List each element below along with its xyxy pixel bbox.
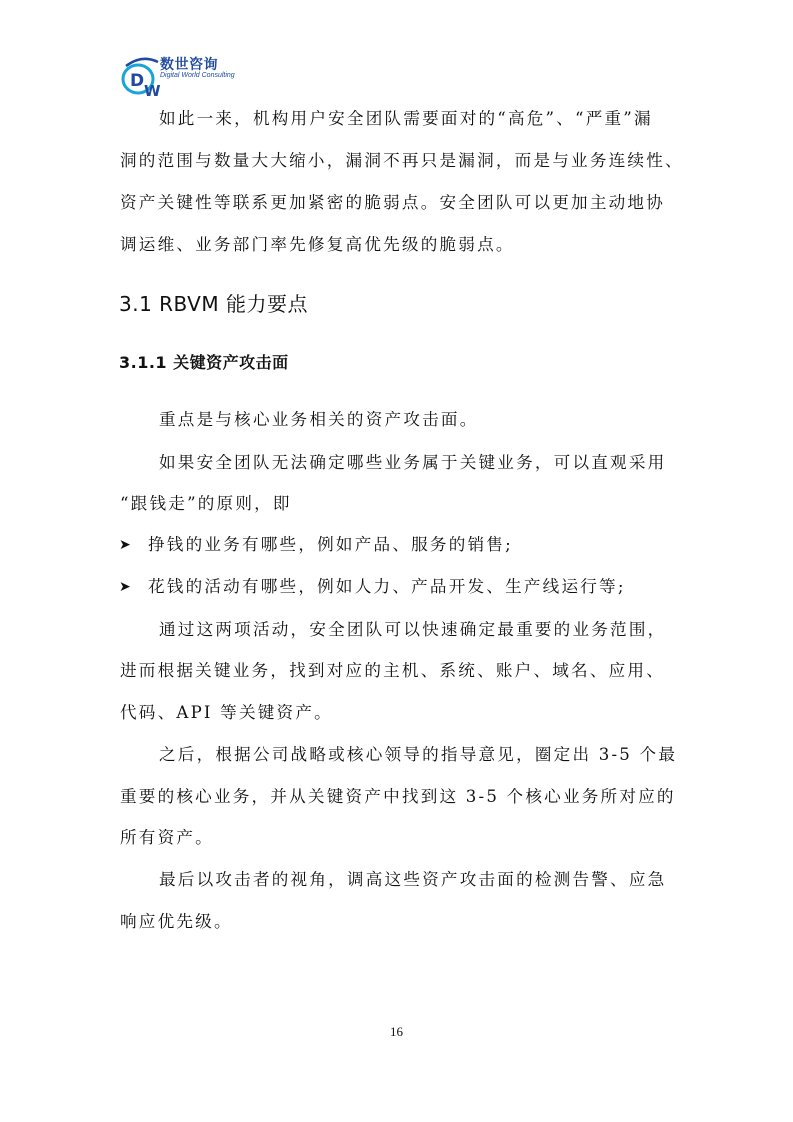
paragraph-line: 调运维、业务部门率先修复高优先级的脆弱点。 <box>120 235 515 254</box>
paragraph-line: 如果安全团队无法确定哪些业务属于关键业务，可以直观采用 <box>159 453 667 472</box>
subsection-title: 3.1.1 关键资产攻击面 <box>119 353 289 372</box>
paragraph-line: 重点是与核心业务相关的资产攻击面。 <box>159 410 479 429</box>
paragraph-line: 最后以攻击者的视角，调高这些资产攻击面的检测告警、应急 <box>159 870 667 889</box>
paragraph-line: 通过这两项活动，安全团队可以快速确定最重要的业务范围， <box>159 620 667 639</box>
company-logo <box>120 52 240 98</box>
page-number: 16 <box>390 1024 403 1039</box>
paragraph-line: 之后，根据公司战略或核心领导的指导意见，圈定出 3-5 个最 <box>159 745 678 764</box>
list-item: 挣钱的业务有哪些，例如产品、服务的销售; <box>148 535 513 554</box>
bullet-arrow-icon: ➤ <box>119 537 131 553</box>
paragraph-line: 代码、API 等关键资产。 <box>120 703 333 722</box>
section-title: 3.1 RBVM 能力要点 <box>119 292 308 316</box>
paragraph-line: 重要的核心业务，并从关键资产中找到这 3-5 个核心业务所对应的 <box>120 787 676 806</box>
paragraph-line: “跟钱走”的原则，即 <box>120 494 292 513</box>
paragraph-line: 资产关键性等联系更加紧密的脆弱点。安全团队可以更加主动地协 <box>120 193 666 212</box>
logo-chinese-name: 数世咨询 <box>160 57 218 73</box>
bullet-arrow-icon: ➤ <box>119 579 131 595</box>
list-item: 花钱的活动有哪些，例如人力、产品开发、生产线运行等; <box>148 577 626 596</box>
paragraph-line: 进而根据关键业务，找到对应的主机、系统、账户、域名、应用、 <box>120 661 666 680</box>
paragraph-line: 响应优先级。 <box>120 912 233 931</box>
paragraph-line: 如此一来，机构用户安全团队需要面对的“高危”、“严重”漏 <box>159 109 653 128</box>
paragraph-line: 洞的范围与数量大大缩小，漏洞不再只是漏洞，而是与业务连续性、 <box>120 151 684 170</box>
svg-text:D: D <box>130 71 145 91</box>
logo-mark-icon <box>120 52 164 98</box>
svg-text:W: W <box>144 82 161 98</box>
logo-english-name: Digital World Consulting <box>160 72 235 79</box>
paragraph-line: 所有资产。 <box>120 828 214 847</box>
